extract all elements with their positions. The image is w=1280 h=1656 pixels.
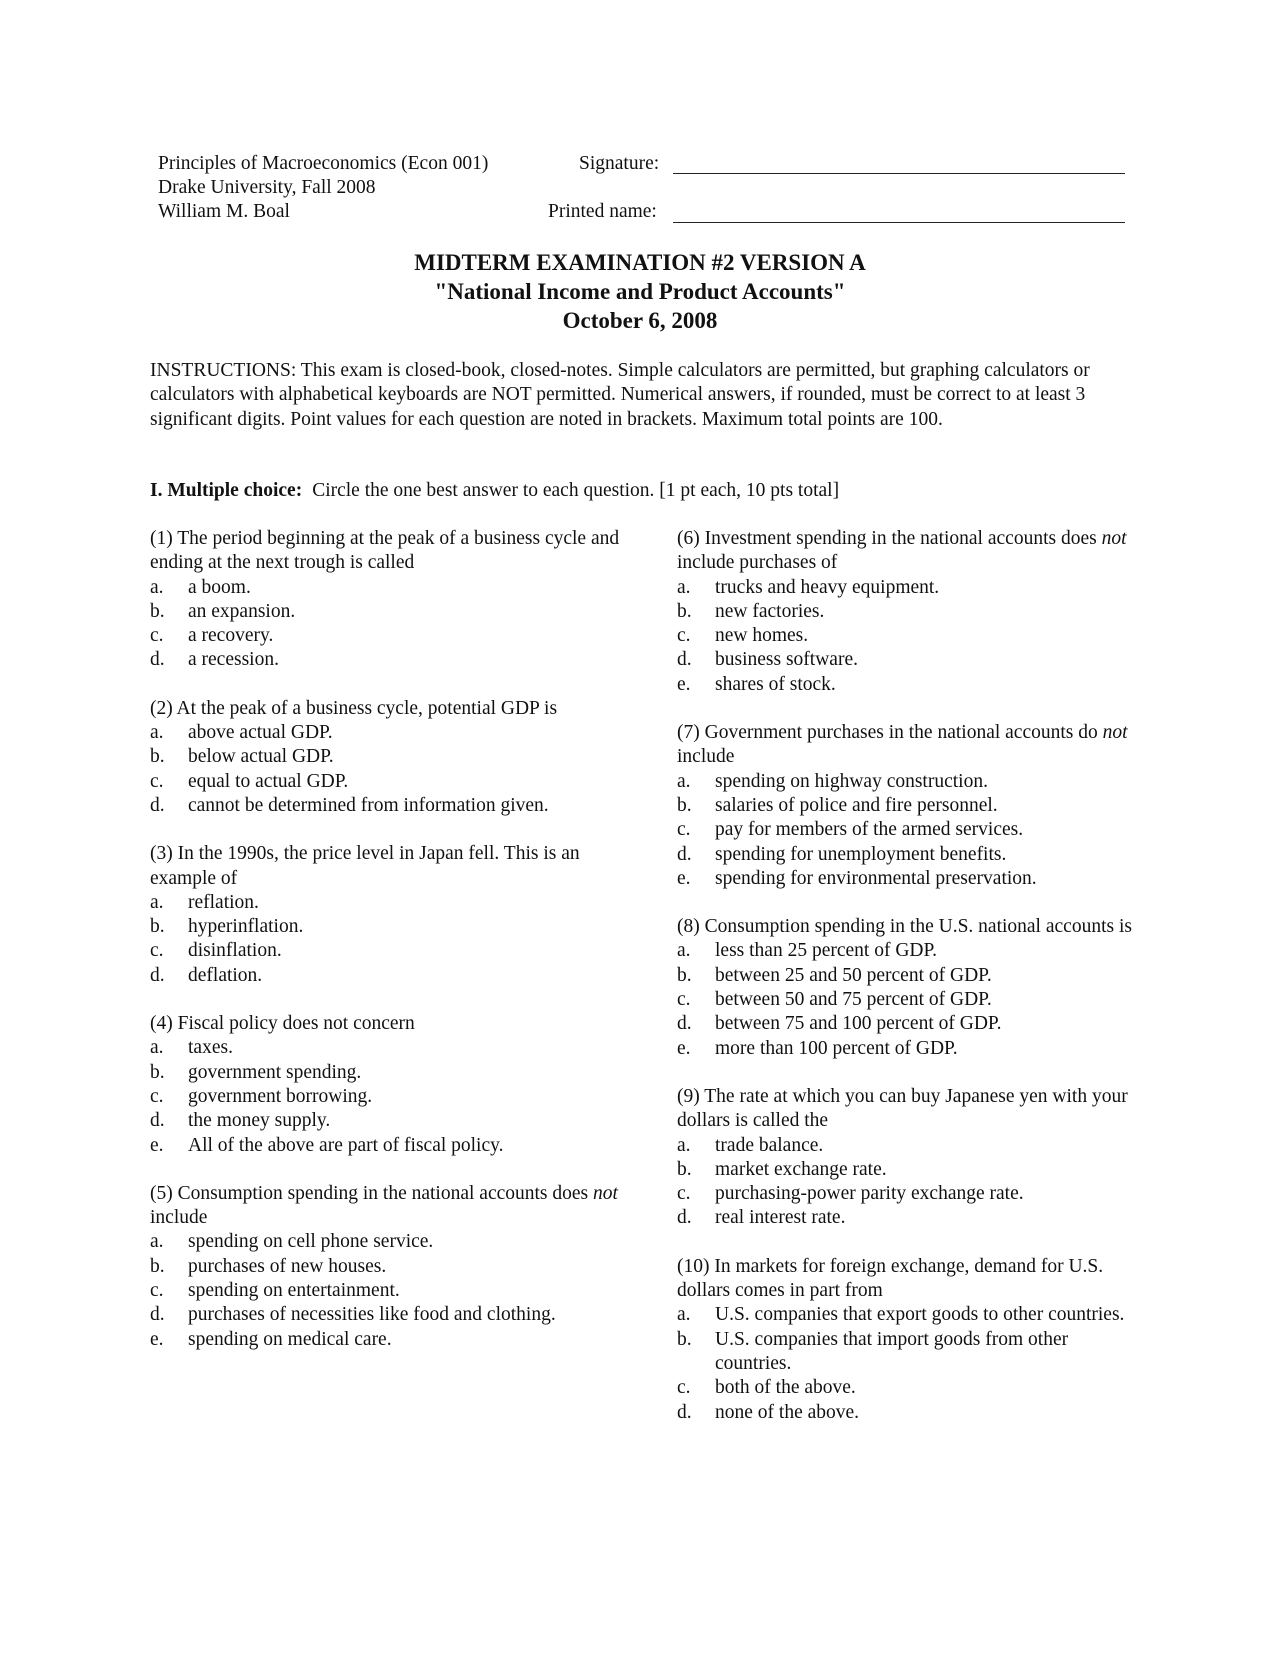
option-text: a recession. xyxy=(188,649,279,671)
option-text: taxes. xyxy=(188,1037,233,1059)
option-letter: d. xyxy=(677,1401,692,1423)
question-9 xyxy=(677,1085,1139,1231)
stem-text: include xyxy=(150,1207,208,1229)
option-letter: d. xyxy=(150,964,165,986)
question-5 xyxy=(150,1182,620,1352)
option-letter: b. xyxy=(150,1255,165,1277)
answer-option[interactable] xyxy=(677,600,1139,624)
question-stem: (4) Fiscal policy does not concern xyxy=(150,1013,415,1035)
answer-option[interactable] xyxy=(150,1061,620,1085)
stem-emphasis: not xyxy=(1101,528,1127,549)
answer-option[interactable] xyxy=(150,600,620,624)
option-letter: c. xyxy=(677,989,691,1011)
option-letter: a. xyxy=(150,891,164,913)
option-letter: d. xyxy=(150,794,165,816)
exam-subtitle: "National Income and Product Accounts" xyxy=(434,279,846,304)
option-text: more than 100 percent of GDP. xyxy=(715,1037,958,1059)
option-letter: b. xyxy=(150,1061,165,1083)
course-line: Principles of Macroeconomics (Econ 001) xyxy=(158,153,489,174)
option-letter: b. xyxy=(150,746,165,768)
option-letter: c. xyxy=(677,625,691,647)
section-heading xyxy=(150,479,839,503)
right-column xyxy=(677,527,1139,1449)
option-letter: d. xyxy=(677,649,692,671)
option-text: spending for environmental preservation. xyxy=(715,867,1037,889)
option-text: a recovery. xyxy=(188,625,274,647)
answer-option[interactable] xyxy=(150,1134,620,1158)
option-text: between 50 and 75 percent of GDP. xyxy=(715,989,992,1011)
answer-option[interactable] xyxy=(677,988,1139,1012)
exam-date: October 6, 2008 xyxy=(562,308,718,333)
option-letter: b. xyxy=(677,794,692,816)
option-text: less than 25 percent of GDP. xyxy=(715,940,938,962)
option-letter: c. xyxy=(150,770,164,792)
option-text: the money supply. xyxy=(188,1110,331,1132)
answer-option[interactable] xyxy=(150,1036,620,1060)
option-letter: e. xyxy=(150,1328,164,1350)
option-text: above actual GDP. xyxy=(188,722,333,744)
stem-emphasis: not xyxy=(593,1182,618,1204)
option-text: government borrowing. xyxy=(188,1085,373,1107)
option-letter: d. xyxy=(150,1304,165,1326)
option-text: shares of stock. xyxy=(715,673,836,695)
answer-option[interactable] xyxy=(677,818,1139,842)
answer-option[interactable] xyxy=(150,1230,620,1254)
option-letter: a. xyxy=(677,1134,691,1156)
signature-field[interactable] xyxy=(673,173,1125,174)
option-letter: d. xyxy=(677,843,692,865)
left-column xyxy=(150,527,620,1376)
option-letter: c. xyxy=(150,940,164,962)
option-text: U.S. companies that export goods to other countries. xyxy=(715,1304,1125,1326)
section-label: I. Multiple choice: xyxy=(150,480,303,501)
option-letter: c. xyxy=(677,1183,691,1205)
answer-option[interactable] xyxy=(150,915,620,939)
question-1 xyxy=(150,527,620,673)
option-text: real interest rate. xyxy=(715,1207,846,1229)
question-7 xyxy=(677,721,1139,891)
option-text: All of the above are part of fiscal policy. xyxy=(188,1134,504,1156)
question-stem: (8) Consumption spending in the U.S. national accounts is xyxy=(677,916,1132,938)
option-letter: e. xyxy=(677,673,691,695)
answer-option[interactable] xyxy=(150,770,620,794)
option-letter: a. xyxy=(150,576,164,598)
question-2 xyxy=(150,697,620,818)
answer-option[interactable] xyxy=(150,891,620,915)
answer-option[interactable] xyxy=(150,648,620,672)
option-letter: b. xyxy=(150,916,165,938)
option-text: between 75 and 100 percent of GDP. xyxy=(715,1013,1002,1035)
answer-option[interactable] xyxy=(677,576,1139,600)
option-letter: a. xyxy=(677,1304,691,1326)
question-4 xyxy=(150,1012,620,1158)
option-text: purchases of necessities like food and clothing. xyxy=(188,1304,556,1326)
answer-option[interactable] xyxy=(150,1328,620,1352)
option-letter: c. xyxy=(677,1377,691,1399)
option-letter: e. xyxy=(677,867,691,889)
answer-option[interactable] xyxy=(150,721,620,745)
option-text: government spending. xyxy=(188,1061,362,1083)
answer-option[interactable] xyxy=(677,624,1139,648)
signature-label: Signature: xyxy=(579,153,660,174)
option-text: cannot be determined from information given. xyxy=(188,794,549,816)
answer-option[interactable] xyxy=(150,1303,620,1327)
answer-option[interactable] xyxy=(677,1401,1139,1425)
option-text: market exchange rate. xyxy=(715,1158,887,1180)
option-letter: e. xyxy=(677,1037,691,1059)
option-letter: c. xyxy=(677,819,691,841)
answer-option[interactable] xyxy=(150,1085,620,1109)
question-stem xyxy=(150,1182,620,1231)
option-text: new factories. xyxy=(715,600,825,622)
exam-title: MIDTERM EXAMINATION #2 VERSION A xyxy=(414,250,866,275)
question-stem: (10) In markets for foreign exchange, demand for U.S. dollars comes in part from xyxy=(677,1255,1104,1302)
option-letter: a. xyxy=(677,770,691,792)
printed-name-field[interactable] xyxy=(673,222,1125,223)
stem-text: (7) Government purchases in the national accounts do xyxy=(677,722,1103,744)
option-text: trade balance. xyxy=(715,1134,824,1156)
option-letter: e. xyxy=(150,1134,164,1156)
stem-text: include purchases of xyxy=(677,552,838,574)
option-letter: a. xyxy=(150,1231,164,1253)
answer-option[interactable] xyxy=(150,624,620,648)
option-text: purchases of new houses. xyxy=(188,1255,387,1277)
stem-emphasis: not xyxy=(1102,722,1128,744)
answer-option[interactable] xyxy=(150,745,620,769)
answer-option[interactable] xyxy=(150,1255,620,1279)
option-letter: b. xyxy=(677,600,692,622)
option-letter: c. xyxy=(150,1085,164,1107)
answer-option[interactable] xyxy=(677,964,1139,988)
option-text: pay for members of the armed services. xyxy=(715,819,1024,841)
answer-option[interactable] xyxy=(677,1037,1139,1061)
option-letter: a. xyxy=(150,722,164,744)
option-text: equal to actual GDP. xyxy=(188,770,349,792)
option-letter: c. xyxy=(150,1280,164,1302)
option-letter: d. xyxy=(677,1013,692,1035)
option-text: disinflation. xyxy=(188,940,282,962)
question-stem: (2) At the peak of a business cycle, potential GDP is xyxy=(150,697,558,719)
answer-option[interactable] xyxy=(150,576,620,600)
answer-option[interactable] xyxy=(677,1328,1139,1377)
answer-option[interactable] xyxy=(677,770,1139,794)
question-10 xyxy=(677,1255,1139,1425)
option-text: spending on highway construction. xyxy=(715,770,988,792)
answer-option[interactable] xyxy=(677,794,1139,818)
answer-option[interactable] xyxy=(677,1012,1139,1036)
answer-option[interactable] xyxy=(677,673,1139,697)
answer-option[interactable] xyxy=(150,964,620,988)
answer-option[interactable] xyxy=(150,1109,620,1133)
option-text: none of the above. xyxy=(715,1401,860,1423)
stem-text: (6) Investment spending in the national accounts does xyxy=(677,528,1102,549)
instructor-line: William M. Boal xyxy=(158,201,290,222)
option-text: spending on medical care. xyxy=(188,1328,392,1350)
question-6 xyxy=(677,527,1139,697)
option-letter: d. xyxy=(677,1207,692,1229)
answer-option[interactable] xyxy=(677,1182,1139,1206)
option-letter: b. xyxy=(677,964,692,986)
option-text: reflation. xyxy=(188,891,259,913)
answer-option[interactable] xyxy=(677,939,1139,963)
option-letter: b. xyxy=(677,1328,692,1350)
answer-option[interactable] xyxy=(150,939,620,963)
option-letter: b. xyxy=(150,600,165,622)
option-text: both of the above. xyxy=(715,1377,856,1399)
option-text: deflation. xyxy=(188,964,263,986)
option-text: a boom. xyxy=(188,576,251,598)
answer-option[interactable] xyxy=(150,794,620,818)
answer-option[interactable] xyxy=(677,1303,1139,1327)
option-text: purchasing-power parity exchange rate. xyxy=(715,1183,1024,1205)
option-text: spending on cell phone service. xyxy=(188,1231,434,1253)
option-text: between 25 and 50 percent of GDP. xyxy=(715,964,992,986)
question-3 xyxy=(150,842,620,988)
option-letter: d. xyxy=(150,649,165,671)
option-text: spending on entertainment. xyxy=(188,1280,400,1302)
option-text: hyperinflation. xyxy=(188,916,304,938)
printed-name-label: Printed name: xyxy=(548,201,657,222)
option-text: business software. xyxy=(715,649,858,671)
answer-option[interactable] xyxy=(677,1206,1139,1230)
question-stem: (1) The period beginning at the peak of a business cycle and ending at the next trough is called xyxy=(150,528,620,574)
answer-option[interactable] xyxy=(677,843,1139,867)
answer-option[interactable] xyxy=(677,1376,1139,1400)
option-letter: c. xyxy=(150,625,164,647)
question-8 xyxy=(677,915,1139,1061)
option-text: trucks and heavy equipment. xyxy=(715,576,940,598)
university-line: Drake University, Fall 2008 xyxy=(158,177,376,198)
stem-text: (5) Consumption spending in the national accounts does xyxy=(150,1182,594,1204)
option-text: spending for unemployment benefits. xyxy=(715,843,1007,865)
option-letter: b. xyxy=(677,1158,692,1180)
question-stem: (9) The rate at which you can buy Japanese yen with your dollars is called the xyxy=(677,1085,1128,1132)
option-text: U.S. companies that import goods from other countries. xyxy=(715,1328,1069,1374)
option-text: an expansion. xyxy=(188,600,296,622)
option-text: new homes. xyxy=(715,625,809,647)
option-letter: a. xyxy=(677,576,691,598)
answer-option[interactable] xyxy=(677,648,1139,672)
stem-text: include xyxy=(677,746,735,768)
section-text: Circle the one best answer to each question. [1 pt each, 10 pts total] xyxy=(312,480,840,501)
option-letter: a. xyxy=(150,1037,164,1059)
answer-option[interactable] xyxy=(677,867,1139,891)
answer-option[interactable] xyxy=(150,1279,620,1303)
option-letter: a. xyxy=(677,940,691,962)
question-stem: (3) In the 1990s, the price level in Japan fell. This is an example of xyxy=(150,843,580,889)
instructions: INSTRUCTIONS: This exam is closed-book, closed-notes. Simple calculators are permitted, but graphing calculators or calculators with alphabetical keyboards are NOT permitted. Numerical answers, if rounded, must be correct to at least 3 significant digits. Point values for each question are noted in brackets. Maximum total points are 100. xyxy=(150,360,1090,430)
option-text: salaries of police and fire personnel. xyxy=(715,794,998,816)
answer-option[interactable] xyxy=(677,1158,1139,1182)
option-text: below actual GDP. xyxy=(188,746,334,768)
answer-option[interactable] xyxy=(677,1134,1139,1158)
question-stem xyxy=(677,721,1139,770)
question-stem xyxy=(677,527,1139,576)
option-letter: d. xyxy=(150,1110,165,1132)
